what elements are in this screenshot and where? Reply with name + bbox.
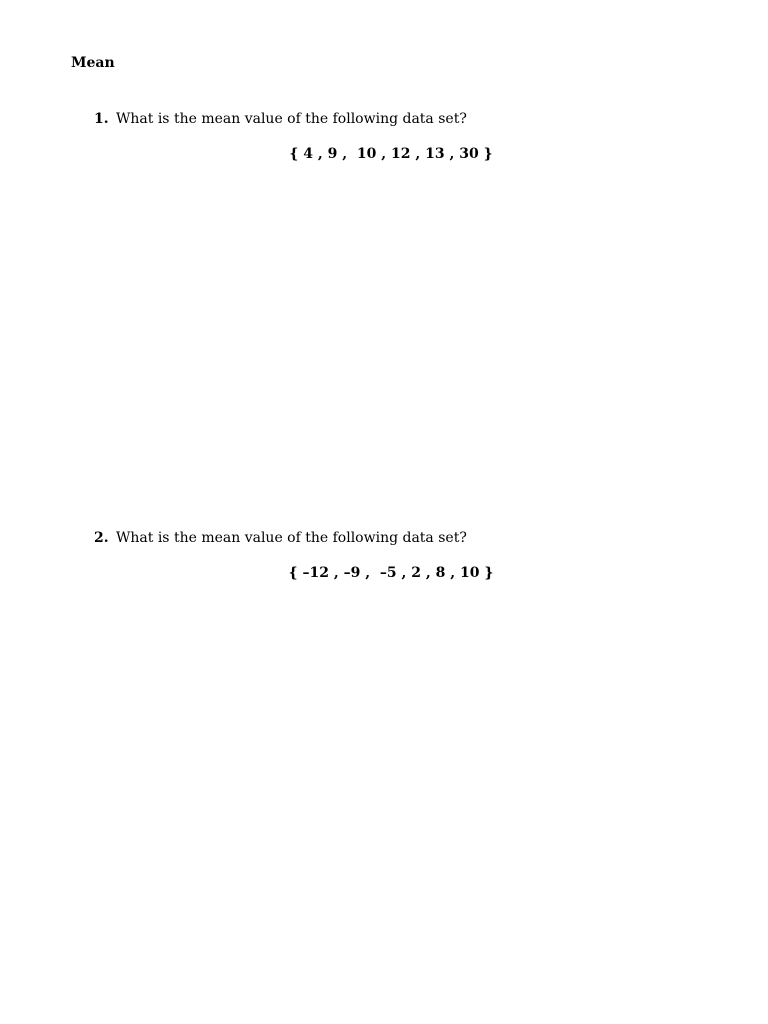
- data-set-2: { –12 , –9 , –5 , 2 , 8 , 10 }: [288, 565, 494, 581]
- page-title: Mean: [71, 55, 115, 71]
- question-number: 1.: [94, 111, 109, 127]
- question-number: 2.: [94, 530, 109, 546]
- question-1: [94, 111, 467, 127]
- question-text: What is the mean value of the following data set?: [116, 530, 467, 546]
- data-set-1: { 4 , 9 , 10 , 12 , 13 , 30 }: [289, 146, 493, 162]
- question-text: What is the mean value of the following data set?: [116, 111, 467, 127]
- question-2: [94, 530, 467, 546]
